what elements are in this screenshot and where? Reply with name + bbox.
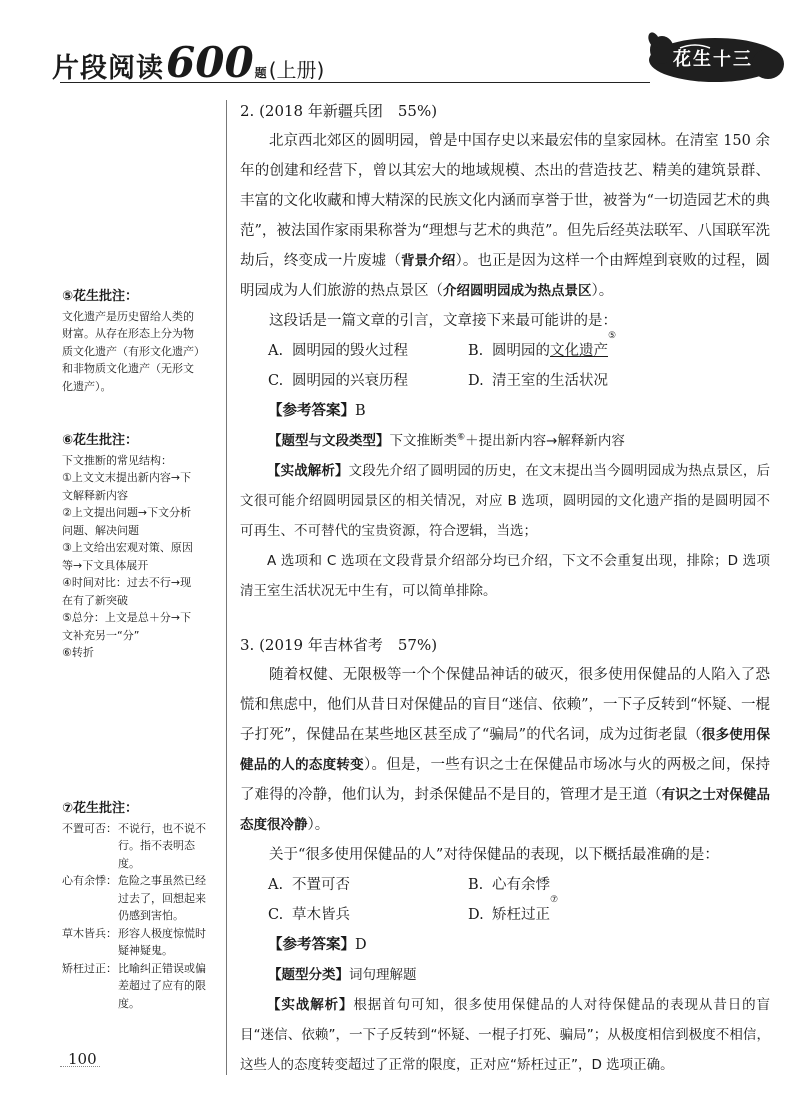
question-2-options <box>240 331 770 396</box>
idiom-term: 心有余悸： <box>62 874 117 887</box>
sidebar-note-line: 文补充另一“分” <box>62 628 140 642</box>
idiom-def: 危险之事虽然已经过去了，回想起来仍感到害怕。 <box>118 874 206 922</box>
question-2-heading: 2. (2018 年新疆兵团 55%) <box>240 102 438 120</box>
question-3-options <box>240 870 770 930</box>
sidebar-note-line: 质文化遗产（有形文化遗产） <box>62 344 205 358</box>
option-letter: B. <box>468 877 484 893</box>
option-letter: B. <box>468 343 484 359</box>
option-d <box>468 895 778 930</box>
page-header <box>0 0 800 100</box>
passage-note: 很多使用保健品的人的态度转变 <box>240 727 770 773</box>
question-3-heading: 3. (2019 年吉林省考 57%) <box>240 636 438 654</box>
main-content <box>240 96 770 1080</box>
option-letter: A. <box>268 877 284 893</box>
idiom-definition <box>62 872 212 925</box>
option-text: 矫枉过正 <box>492 907 550 923</box>
passage-text: ）。 <box>307 817 330 833</box>
question-3-passage <box>240 660 770 840</box>
option-c <box>268 366 468 396</box>
sidebar-note-line: ②上文提出问题→下文分析 <box>62 506 192 519</box>
option-b <box>468 870 778 900</box>
option-letter: A. <box>268 343 284 359</box>
passage-text: 北京西北郊区的圆明园，曾是中国存史以来最宏伟的皇家园林。在清室 150 余年的创建和经营下，曾以其宏大的地域规模、杰出的营造技艺、精美的建筑景群、丰富的文化收藏和博大精深的民族文化内涵而享誉于世，被誉为“一切造园艺术的典范”，被法国作家雨果称誉为“理想与艺术的典范”。但先后经英法联军、八国联军洗劫后，终变成一片废墟（ <box>240 133 770 269</box>
page-number-underline <box>60 1064 100 1067</box>
sidebar-note-line: 等→下文具体展开 <box>62 558 149 572</box>
question-3-analysis <box>240 990 770 1080</box>
question-2-analysis-2: A 选项和 C 选项在文段背景介绍部分均已介绍，下文不会重复出现，排除；D 选项清王室生活状况无中生有，可以简单排除。 <box>240 553 770 599</box>
answer-value: D <box>355 937 367 953</box>
option-text: 圆明园的兴衰历程 <box>292 373 408 389</box>
option-letter: C. <box>268 373 284 389</box>
passage-text: 随着权健、无限极等一个个保健品神话的破灭，很多使用保健品的人陷入了恐慌和焦虑中，他们从昔日对保健品的盲目“迷信、依赖”，一下子反转到“怀疑、一棍子打死”，保健品在某些地区甚至成了“骗局”的代名词，成为过街老鼠（ <box>240 667 770 743</box>
sidebar-note-line: ④时间对比：过去不行→现 <box>62 576 192 589</box>
idiom-term: 不置可否： <box>62 821 117 835</box>
option-text: 文化遗产 <box>550 343 608 359</box>
option-a <box>268 870 468 900</box>
question-3-type <box>240 960 770 990</box>
book-title-volume: (上册) <box>268 58 325 82</box>
idiom-definition <box>62 960 212 1013</box>
passage-note: 背景介绍 <box>400 253 456 269</box>
answer-value: B <box>355 403 366 419</box>
question-2-answer <box>240 396 770 426</box>
question-2-analysis <box>240 456 770 546</box>
sidebar-note-line: 化遗产）。 <box>62 379 112 393</box>
passage-text: ）。 <box>591 283 614 299</box>
sidebar-note-5 <box>62 288 220 395</box>
question-2-passage <box>240 126 770 306</box>
book-title-ti: 题 <box>254 66 267 80</box>
sidebar-note-line: 下文推断的常见结构： <box>62 453 172 467</box>
column-divider <box>226 100 227 1075</box>
question-2-type <box>240 426 770 456</box>
type-text: ＋提出新内容→解释新内容 <box>465 433 625 449</box>
analysis-text: 根据首句可知，很多使用保健品的人对待保健品的表现从昔日的盲目“迷信、依赖”，一下子反转到“怀疑、一棍子打死、骗局”；从极度相信到极度不相信，这些人的态度转变超过了正常的限度，正对应“矫枉过正”，D 选项正确。 <box>240 997 771 1073</box>
option-letter: D. <box>468 907 484 923</box>
idiom-definition <box>62 925 212 960</box>
idiom-def: 比喻纠正错误或偏差超过了应有的限度。 <box>118 961 206 1010</box>
option-letter: D. <box>468 373 484 389</box>
question-3-answer <box>240 930 770 960</box>
idiom-def: 形容人极度惊慌时疑神疑鬼。 <box>118 926 206 957</box>
option-a <box>268 336 468 366</box>
idiom-def: 不说行，也不说不行。指不表明态度。 <box>118 821 206 870</box>
option-text-pre: 圆明园的 <box>492 343 550 359</box>
sidebar-note-7 <box>62 800 220 1012</box>
brand-logo-text: 花生十三 <box>673 49 753 70</box>
sidebar-note-title: ⑦花生批注： <box>62 801 139 816</box>
passage-note: 有识之士对保健品态度很冷静 <box>240 787 771 833</box>
sidebar-note-line: 问题、解决问题 <box>62 523 139 537</box>
option-text: 草木皆兵 <box>292 907 350 923</box>
footnote-marker: ⑥ <box>457 432 466 443</box>
book-title-number: 600 <box>166 38 254 87</box>
footnote-marker: ⑦ <box>550 895 559 905</box>
option-d <box>468 366 778 396</box>
type-text: 下文推断类 <box>389 433 457 449</box>
analysis-label: 【实战解析】 <box>267 463 349 479</box>
analysis-label: 【实战解析】 <box>267 997 354 1013</box>
sidebar-note-line: 财富。从存在形态上分为物 <box>62 327 194 340</box>
passage-text: ）。也正是因为这样一个由辉煌到衰败的过程，圆明园成为人们旅游的热点景区（ <box>240 253 771 299</box>
book-title <box>52 38 324 87</box>
sidebar-note-line: ⑥转折 <box>62 646 94 659</box>
idiom-definition <box>62 820 212 873</box>
answer-label: 【参考答案】 <box>268 402 355 419</box>
option-text: 不置可否 <box>292 877 350 893</box>
page-number: 100 <box>68 1050 97 1068</box>
book-title-prefix: 片段阅读 <box>52 53 164 84</box>
passage-text: ）。但是，一些有识之士在保健品市场冰与火的两极之间，保持了难得的冷静，他们认为，封杀保健品不是目的，管理才是王道（ <box>240 757 770 803</box>
sidebar-note-title: ⑤花生批注： <box>62 289 139 304</box>
type-label: 【题型分类】 <box>268 967 349 983</box>
sidebar-note-line: 文化遗产是历史留给人类的 <box>62 309 194 323</box>
sidebar-note-line: 和非物质文化遗产（无形文 <box>62 362 194 375</box>
option-text: 圆明园的毁火过程 <box>292 343 408 359</box>
sidebar-note-6 <box>62 432 220 662</box>
sidebar-note-line: ③上文给出宏观对策、原因 <box>62 541 193 554</box>
sidebar-note-line: 文解释新内容 <box>62 488 128 502</box>
option-text: 心有余悸 <box>492 877 550 893</box>
footnote-marker: ⑤ <box>608 331 617 341</box>
sidebar-note-title: ⑥花生批注： <box>62 433 139 448</box>
idiom-term: 草木皆兵： <box>62 926 117 940</box>
type-text: 词句理解题 <box>349 967 417 983</box>
option-text: 清王室的生活状况 <box>492 373 608 389</box>
option-letter: C. <box>268 907 284 923</box>
question-2-prompt: 这段话是一篇文章的引言，文章接下来最可能讲的是： <box>269 313 617 329</box>
sidebar-note-line: ①上文文末提出新内容→下 <box>62 471 192 484</box>
analysis-text: 文段先介绍了圆明园的历史，在文末提出当今圆明园成为热点景区，后文很可能介绍圆明园景区的相关情况，对应 B 选项，圆明园的文化遗产指的是圆明园不可再生、不可替代的宝贵资源，符合逻辑，当选； <box>240 463 771 539</box>
sidebar-note-line: 在有了新突破 <box>62 593 128 607</box>
option-b <box>468 331 778 366</box>
header-rule <box>60 82 650 83</box>
sidebar-note-line: ⑤总分：上文是总＋分→下 <box>62 611 192 624</box>
option-c <box>268 900 468 930</box>
answer-label: 【参考答案】 <box>268 936 355 953</box>
question-3-prompt: 关于“很多使用保健品的人”对待保健品的表现，以下概括最准确的是： <box>269 847 719 863</box>
passage-note: 介绍圆明园成为热点景区 <box>443 283 592 299</box>
type-label: 【题型与文段类型】 <box>268 433 390 449</box>
idiom-term: 矫枉过正： <box>62 961 117 975</box>
